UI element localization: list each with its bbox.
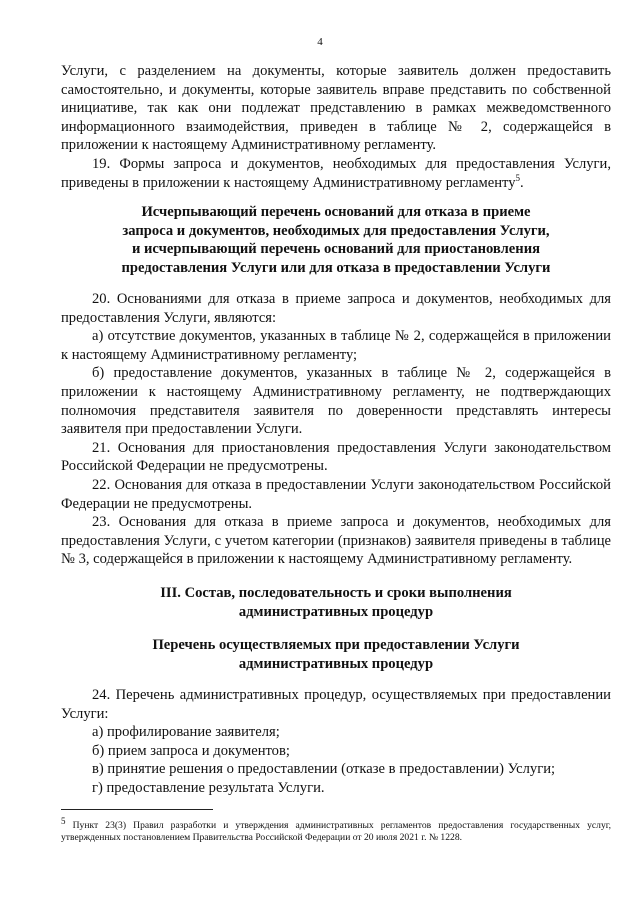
procedure-item: б) прием запроса и документов;	[92, 742, 290, 759]
heading-line: III. Состав, последовательность и сроки выполнения	[160, 585, 512, 601]
paragraph-20b: б) предоставление документов, указанных в таблице № 2, содержащейся в приложении к настоящему Административному регламенту, не подтверждающих полномочия представителя заявителя по доверенности представлять интересы заявителя при предоставлении Услуги.	[61, 365, 611, 438]
heading-line: Исчерпывающий перечень оснований для отказа в приеме	[141, 204, 531, 220]
procedure-item: в) принятие решения о предоставлении (отказе в предоставлении) Услуги;	[92, 761, 556, 778]
footnote	[61, 815, 611, 845]
heading-section-3	[61, 584, 611, 621]
intro-block	[61, 62, 611, 192]
heading-line: и исчерпывающий перечень оснований для приостановления	[131, 241, 541, 258]
procedure-item: а) профилирование заявителя;	[92, 724, 280, 741]
heading-line: Перечень осуществляемых при предоставлении Услуги	[152, 637, 520, 653]
procedures-section	[61, 686, 611, 798]
paragraph-19	[61, 155, 611, 192]
heading-line: административных процедур	[238, 603, 434, 620]
heading-line: запроса и документов, необходимых для предоставления Услуги,	[122, 222, 550, 239]
footnote-number: 5	[61, 815, 66, 826]
paragraph-21: 21. Основания для приостановления предоставления Услуги законодательством Российской Федерации не предусмотрены.	[61, 439, 611, 475]
refusal-section	[61, 290, 611, 569]
procedure-item: г) предоставление результата Услуги.	[92, 779, 325, 796]
paragraph-23: 23. Основания для отказа в приеме запроса и документов, необходимых для предоставления Услуги, с учетом категории (признаков) заявителя приведены в таблице № 3, содержащейся в приложении к настоящему Административному регламенту.	[61, 514, 611, 568]
paragraph-24: 24. Перечень административных процедур, осуществляемых при предоставлении Услуги:	[61, 687, 611, 722]
footnote-text: Пункт 23(3) Правил разработки и утверждения административных регламентов предоставления государственных услуг, утвержденных постановлением Правительства Российской Федерации от 20 июля 2021 г. № 1228.	[61, 820, 611, 844]
heading-line: предоставления Услуги или для отказа в предоставлении Услуги	[121, 259, 551, 276]
heading-line: административных процедур	[238, 655, 434, 672]
page-number: 4	[317, 36, 323, 48]
paragraph-22: 22. Основания для отказа в предоставлении Услуги законодательством Российской Федерации не предусмотрены.	[61, 476, 611, 512]
paragraph-19-text: 19. Формы запроса и документов, необходимых для предоставления Услуги, приведены в приложении к настоящему Административному регламенту	[61, 155, 611, 191]
paragraph-20: 20. Основаниями для отказа в приеме запроса и документов, необходимых для предоставления Услуги, являются:	[61, 291, 611, 326]
paragraph-20a: а) отсутствие документов, указанных в таблице № 2, содержащейся в приложении к настоящему Административному регламенту;	[61, 328, 611, 363]
paragraph-continuation: Услуги, с разделением на документы, которые заявитель должен предоставить самостоятельно, и документы, которые заявитель вправе представить по собственной инициативе, так как они подлежат представлению в рамках межведомственного информационного взаимодействия, приведен в таблице № 2, содержащейся в приложении к настоящему Административному регламенту.	[61, 63, 611, 154]
footnote-divider	[61, 809, 213, 810]
heading-refusal-grounds	[61, 203, 611, 277]
footnote-ref: 5	[515, 172, 521, 183]
heading-procedures-list	[61, 636, 611, 673]
paragraph-19-end: .	[520, 174, 524, 191]
